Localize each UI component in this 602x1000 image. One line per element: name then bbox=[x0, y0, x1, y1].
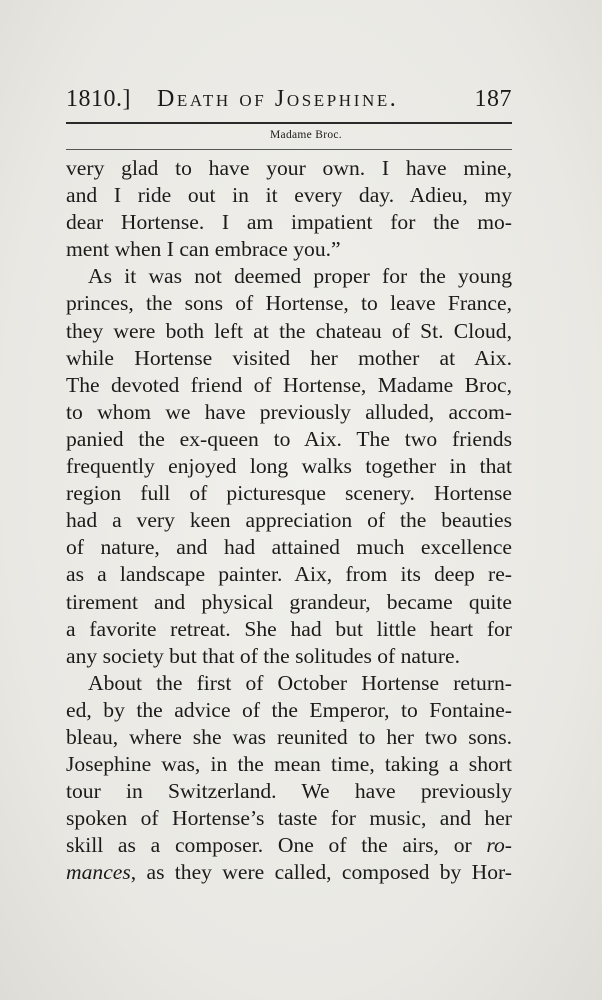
text-line: while Hortense visited her mother at Aix. bbox=[66, 345, 512, 370]
text-line: frequently enjoyed long walks together in that bbox=[66, 454, 512, 479]
text-line: very glad to have your own. I have mine, bbox=[66, 156, 512, 180]
text-line: skill as a composer. One of the airs, or ro- bbox=[66, 833, 512, 858]
text-line: to whom we have previously alluded, accom- bbox=[66, 399, 512, 424]
text-line: ment when I can embrace you.” bbox=[66, 237, 341, 262]
text-line: About the first of October Hortense return- bbox=[88, 670, 512, 695]
section-subheading: Madame Broc. bbox=[270, 129, 342, 141]
text-line: as a landscape painter. Aix, from its deep re- bbox=[66, 562, 512, 587]
text-line: tirement and physical grandeur, became quite bbox=[66, 589, 512, 614]
header-title: Death of Josephine. bbox=[157, 86, 399, 112]
text-line: had a very keen appreciation of the beauties bbox=[66, 508, 512, 533]
text-line: of nature, and had attained much excellence bbox=[66, 535, 512, 560]
page-number: 187 bbox=[474, 86, 512, 112]
text-line: region full of picturesque scenery. Hortense bbox=[66, 481, 512, 506]
text-line: ed, by the advice of the Emperor, to Fontaine- bbox=[66, 697, 512, 722]
header-year: 1810.] bbox=[66, 86, 131, 112]
text-line: The devoted friend of Hortense, Madame Broc, bbox=[66, 372, 512, 397]
text-line: Josephine was, in the mean time, taking a short bbox=[66, 752, 512, 777]
text-line: bleau, where she was reunited to her two sons. bbox=[66, 724, 512, 749]
header-rule bbox=[66, 122, 512, 124]
text-line: spoken of Hortense’s taste for music, and her bbox=[66, 806, 512, 831]
text-line: tour in Switzerland. We have previously bbox=[66, 779, 512, 804]
body-text bbox=[66, 155, 512, 887]
text-line: panied the ex-queen to Aix. The two friends bbox=[66, 426, 512, 451]
text-line: princes, the sons of Hortense, to leave France, bbox=[66, 291, 512, 316]
subheading-rule bbox=[66, 149, 512, 150]
text-line: they were both left at the chateau of St. Cloud, bbox=[66, 318, 512, 343]
text-line: a favorite retreat. She had but little heart for bbox=[66, 616, 512, 641]
text-line: and I ride out in it every day. Adieu, my bbox=[66, 183, 512, 208]
text-line: mances, as they were called, composed by Hor- bbox=[66, 860, 512, 885]
running-header bbox=[66, 86, 512, 120]
text-line: As it was not deemed proper for the young bbox=[88, 264, 512, 289]
text-line: dear Hortense. I am impatient for the mo- bbox=[66, 210, 512, 235]
text-line: any society but that of the solitudes of nature. bbox=[66, 643, 460, 668]
